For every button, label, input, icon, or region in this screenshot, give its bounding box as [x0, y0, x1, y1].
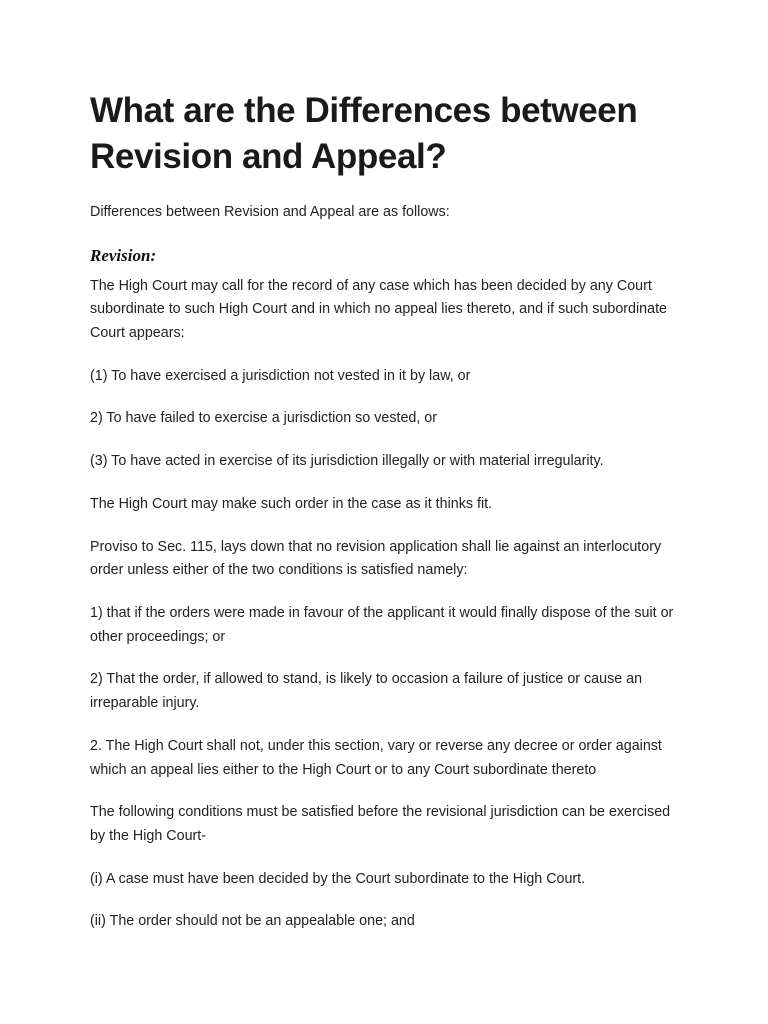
intro-paragraph: Differences between Revision and Appeal are as follows: — [90, 204, 450, 220]
paragraph: The following conditions must be satisfied before the revisional jurisdiction can be exercised by the High Court- — [90, 804, 671, 845]
paragraph: (1) To have exercised a jurisdiction not vested in it by law, or — [90, 367, 471, 384]
paragraph: 2) That the order, if allowed to stand, is likely to occasion a failure of justice or cause an irreparable injury. — [90, 671, 643, 712]
paragraph: 1) that if the orders were made in favour of the applicant it would finally dispose of the suit or other proceedings; or — [90, 604, 674, 645]
section-heading-revision: Revision: — [90, 245, 157, 265]
paragraph: (i) A case must have been decided by the Court subordinate to the High Court. — [90, 870, 586, 887]
paragraph: The High Court may call for the record of any case which has been decided by any Court subordinate to such High Court and in which no appeal lies thereto, and if such subordinate Court appears: — [90, 277, 668, 341]
paragraph: (3) To have acted in exercise of its jurisdiction illegally or with material irregularity. — [90, 453, 604, 470]
paragraph: The High Court may make such order in the case as it thinks fit. — [90, 495, 493, 512]
page-title: What are the Differences between Revision and Appeal? — [90, 91, 638, 176]
paragraph: Proviso to Sec. 115, lays down that no revision application shall lie against an interlocutory order unless either of the two conditions is satisfied namely: — [90, 538, 662, 579]
paragraph: 2) To have failed to exercise a jurisdiction so vested, or — [90, 410, 438, 427]
paragraph: (ii) The order should not be an appealable one; and — [90, 913, 415, 930]
paragraph: 2. The High Court shall not, under this section, vary or reverse any decree or order against which an appeal lies either to the High Court or to any Court subordinate thereto — [90, 737, 662, 778]
